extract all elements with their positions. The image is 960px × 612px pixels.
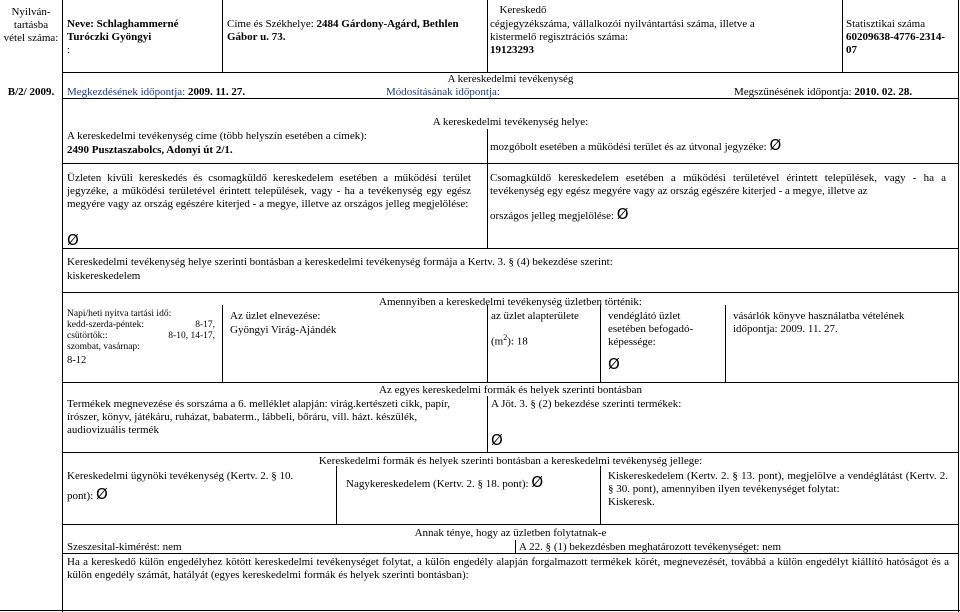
shop-area-label: az üzlet alapterülete [491,310,579,322]
catering-label: vendéglátó üzlet esetében befogadó-képessége: [608,310,694,348]
trader-name [67,18,219,44]
activity-start [67,86,245,99]
wholesale-label: Nagykereskedelem (Kertv. 2. § 18. pont): [346,478,529,490]
start-value: 2009. 11. 27. [187,86,246,98]
mail-end [490,206,629,223]
wholesale-empty-icon: Ø [531,473,544,491]
opening-hours [67,309,215,366]
products-text: Termékek megnevezése és sorszáma a 6. melléklet alapján: virág.kertészeti cikk, papír, írószer, könyv, játékáru, ruházat, babaterm., lábbeli, bőráru, vill. házt. készülék, audiovizuális termék [67,398,451,436]
hours-title: Napi/heti nyitva tartási idő: [67,309,172,319]
agent-label-2: pont): [67,490,94,502]
hours-time: 8-10, 14-17, [168,331,215,341]
shop-divider-2 [487,305,488,382]
location-title: A kereskedelmi tevékenység helye: [432,116,589,128]
forms-line [62,524,959,525]
complaint-value: 2009. 11. 27. [780,323,838,335]
shop-name-label: Az üzlet elnevezése: [230,310,321,322]
shop-divider-4 [725,305,726,382]
mobile-route [490,137,950,154]
end-value: 2010. 02. 28. [854,86,913,98]
alcohol-service: Szeszesital-kimérést: nem [67,541,182,553]
trader-title: Kereskedő [499,4,547,16]
hours-day: kedd-szerda-péntek: [67,320,145,330]
start-label: Megkezdésének időpontja: [67,86,186,98]
name-label: Neve: [67,18,94,30]
hours-weekend: szombat, vasárnap: [67,342,140,352]
shop-divider-3 [600,305,601,382]
header-divider-1 [222,0,223,72]
outside-text: Üzleten kívüli kereskedés és csomagküldő kereskedelem esetében a működési terület jegyzéke, a működési területével érintett települések, vagy - ha a tevékenység egy egész megyére vagy az ország egészére kiterjed - a megye, illetve az országos jelleg megjelölése: [67,172,471,210]
name-extra: : [67,44,71,56]
stat-label: Statisztikai száma [846,18,926,30]
address-value: 2484 Gárdony-Agárd, Bethlen Gábor u. 73. [227,18,459,43]
hours-weekend-time: 8-12 [67,355,87,366]
end-label: Megszűnésének időpontja: [734,86,852,98]
hours-day: csütörtök:: [67,331,108,341]
products-title: Az egyes kereskedelmi formák és helyek szerinti bontásban [379,384,642,396]
fact-line [62,553,959,554]
outside-empty-icon: Ø [67,231,79,249]
mobile-label: mozgóbolt esetében a működési terület és az útvonal jegyzéke: [490,141,767,153]
hours-row [67,331,215,342]
jot-label: A Jöt. 3. § (2) bekezdése szerinti termékek: [491,398,682,410]
trader-reg-text: cégjegyzékszáma, vállalkozói nyilvántartási száma, illetve a kistermelő regisztrációs száma: [490,18,755,43]
fact-title: Annak ténye, hogy az üzletben folytatnak-e [414,527,607,539]
a22-activity: A 22. § (1) bekezdésben meghatározott tevékenységet: nem [519,541,782,553]
location-divider [487,129,488,163]
jot-empty-icon: Ø [491,431,503,449]
agent-label: Kereskedelmi ügynöki tevékenység (Kertv. 2. § 10. [67,470,294,482]
mobile-empty-icon: Ø [769,136,782,154]
products-line [62,452,959,453]
shop-name-value: Gyöngyi Virág-Ajándék [230,324,337,336]
outside-line [62,248,959,249]
registration-number: B/2/ 2009. [7,86,55,98]
outside-divider [487,163,488,248]
mail-empty-icon: Ø [616,205,629,223]
complaint-book [733,310,948,336]
hours-time: 8-17, [195,320,215,330]
shop-area-value: $(m^2)$: 18 [491,333,528,348]
shop-title: Amennyiben a kereskedelmi tevékenység üzletben történik: [379,296,642,308]
stat-number: 60209638-4776-2314-07 [846,31,945,56]
hours-row [67,320,215,331]
location-line [62,163,959,164]
products-divider [487,396,488,452]
catering-empty-icon: Ø [608,355,620,373]
activity-modified: Módosításának időpontja: [386,86,500,98]
forms-divider-2 [600,466,601,524]
form-label: Kereskedelmi tevékenység helye szerinti bontásban a kereskedelmi tevékenység formája a Kertv. 3. § (4) bekezdése szerint: [67,256,613,268]
trader-address [227,18,485,44]
address-label: Címe és Székhelye: [227,18,314,30]
activity-title: A kereskedelmi tevékenység [447,73,574,85]
mail-text: Csomagküldő kereskedelem esetében a működési területével érintett települések, vagy - ha a tevékenység egy egész megyére vagy az ország egészére kiterjed - a megye, illetve az [490,172,946,197]
location-address-label: A kereskedelmi tevékenység címe (több helyszín esetében a címek): [67,130,367,142]
retail-value: Kiskeresk. [608,496,655,508]
complaint-label: vásárlók könyve használatba vételének időpontja: [733,310,905,335]
shop-divider-1 [222,305,223,382]
forms2-title: Kereskedelmi formák és helyek szerinti bontásban a kereskedelmi tevékenység jellege: [318,455,703,467]
location-address-value: 2490 Pusztaszabolcs, Adonyi út 2/1. [67,144,233,156]
shop-line [62,382,959,383]
retail-text: Kiskereskedelem (Kertv. 2. § 13. pont), megjelölve a vendéglátást (Kertv. 2. § 30. pont), amennyiben ilyen tevékenységet folytat: [608,470,948,495]
form-line [62,292,959,293]
agent-row [67,486,108,503]
header-divider-3 [842,0,843,72]
permit-text: Ha a kereskedő külön engedélyhez kötött kereskedelmi tevékenységet folytat, a külön engedély alapján forgalmazott termékek körét, megnevezését, továbbá a külön engedélyt kiállító hatóságot és a külön engedély számát, hatályát (egyes kereskedelmi formák és helyek szerinti bontásban): [67,556,949,581]
registration-label: Nyilván-tartásba vétel száma: [3,6,59,44]
wholesale [346,474,543,491]
form-value: kiskereskedelem [67,270,141,282]
activity-end [734,86,912,99]
agent-empty-icon: Ø [96,485,108,503]
name-value: Schlaghammerné Turóczki Gyöngyi [67,18,179,43]
trader-reg-number: 19123293 [490,44,534,56]
mail-end-label: országos jelleg megjelölése: [490,210,615,222]
fact-divider [515,540,516,553]
forms-divider-1 [336,466,337,524]
bottom-border [0,610,960,611]
